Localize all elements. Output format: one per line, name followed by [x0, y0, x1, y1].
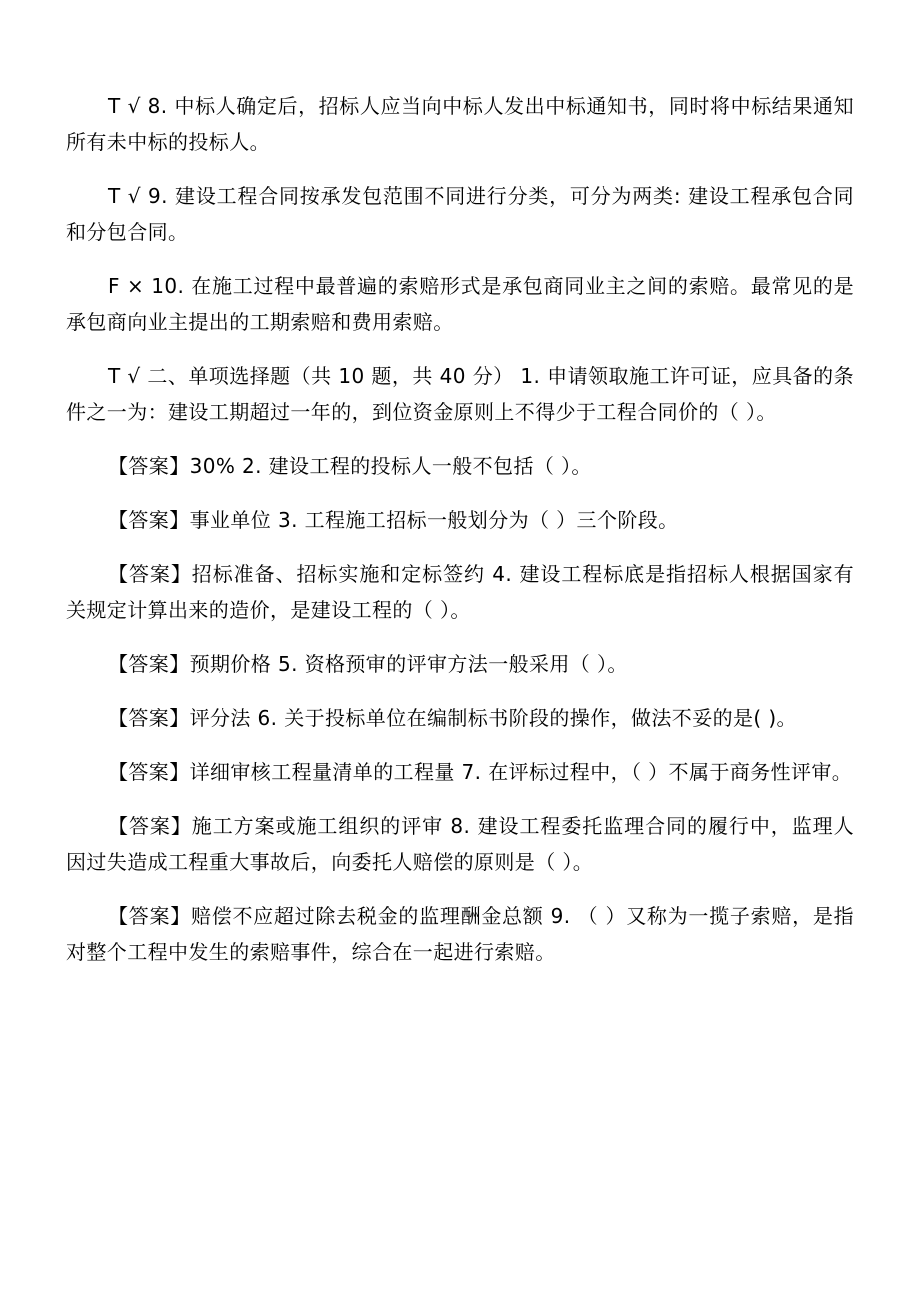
answer-6-question-7: 【答案】详细审核工程量清单的工程量 7. 在评标过程中，（ ）不属于商务性评审。: [108, 760, 853, 784]
question-tf-8: T √ 8. 中标人确定后，招标人应当向中标人发出中标通知书，同时将中标结果通知所有未中标的投标人。: [66, 94, 854, 154]
answer-4-question-5: 【答案】预期价格 5. 资格预审的评审方法一般采用（ ）。: [108, 652, 628, 676]
question-tf-9: T √ 9. 建设工程合同按承发包范围不同进行分类，可分为两类: 建设工程承包合同和分包合同。: [66, 184, 854, 244]
answer-5-question-6: 【答案】评分法 6. 关于投标单位在编制标书阶段的操作，做法不妥的是( )。: [108, 706, 797, 730]
answer-7-question-8: 【答案】施工方案或施工组织的评审 8. 建设工程委托监理合同的履行中，监理人因过失造成工程重大事故后，向委托人赔偿的原则是（ ）。: [66, 814, 854, 874]
answer-8-question-9: 【答案】赔偿不应超过除去税金的监理酬金总额 9. （ ）又称为一揽子索赔，是指对整个工程中发生的索赔事件，综合在一起进行索赔。: [66, 904, 854, 964]
question-tf-10: F × 10. 在施工过程中最普遍的索赔形式是承包商同业主之间的索赔。最常见的是承包商向业主提出的工期索赔和费用索赔。: [66, 274, 854, 334]
answer-2-question-3: 【答案】事业单位 3. 工程施工招标一般划分为（ ）三个阶段。: [108, 508, 679, 532]
answer-3-question-4: 【答案】招标准备、招标实施和定标签约 4. 建设工程标底是指招标人根据国家有关规定计算出来的造价，是建设工程的（ ）。: [66, 562, 854, 622]
answer-1-question-2: 【答案】30% 2. 建设工程的投标人一般不包括（ ）。: [108, 454, 592, 478]
section-single-choice-q1: T √ 二、单项选择题（共 10 题，共 40 分） 1. 申请领取施工许可证，应具备的条件之一为：建设工期超过一年的，到位资金原则上不得少于工程合同价的（ ）。: [66, 364, 854, 424]
